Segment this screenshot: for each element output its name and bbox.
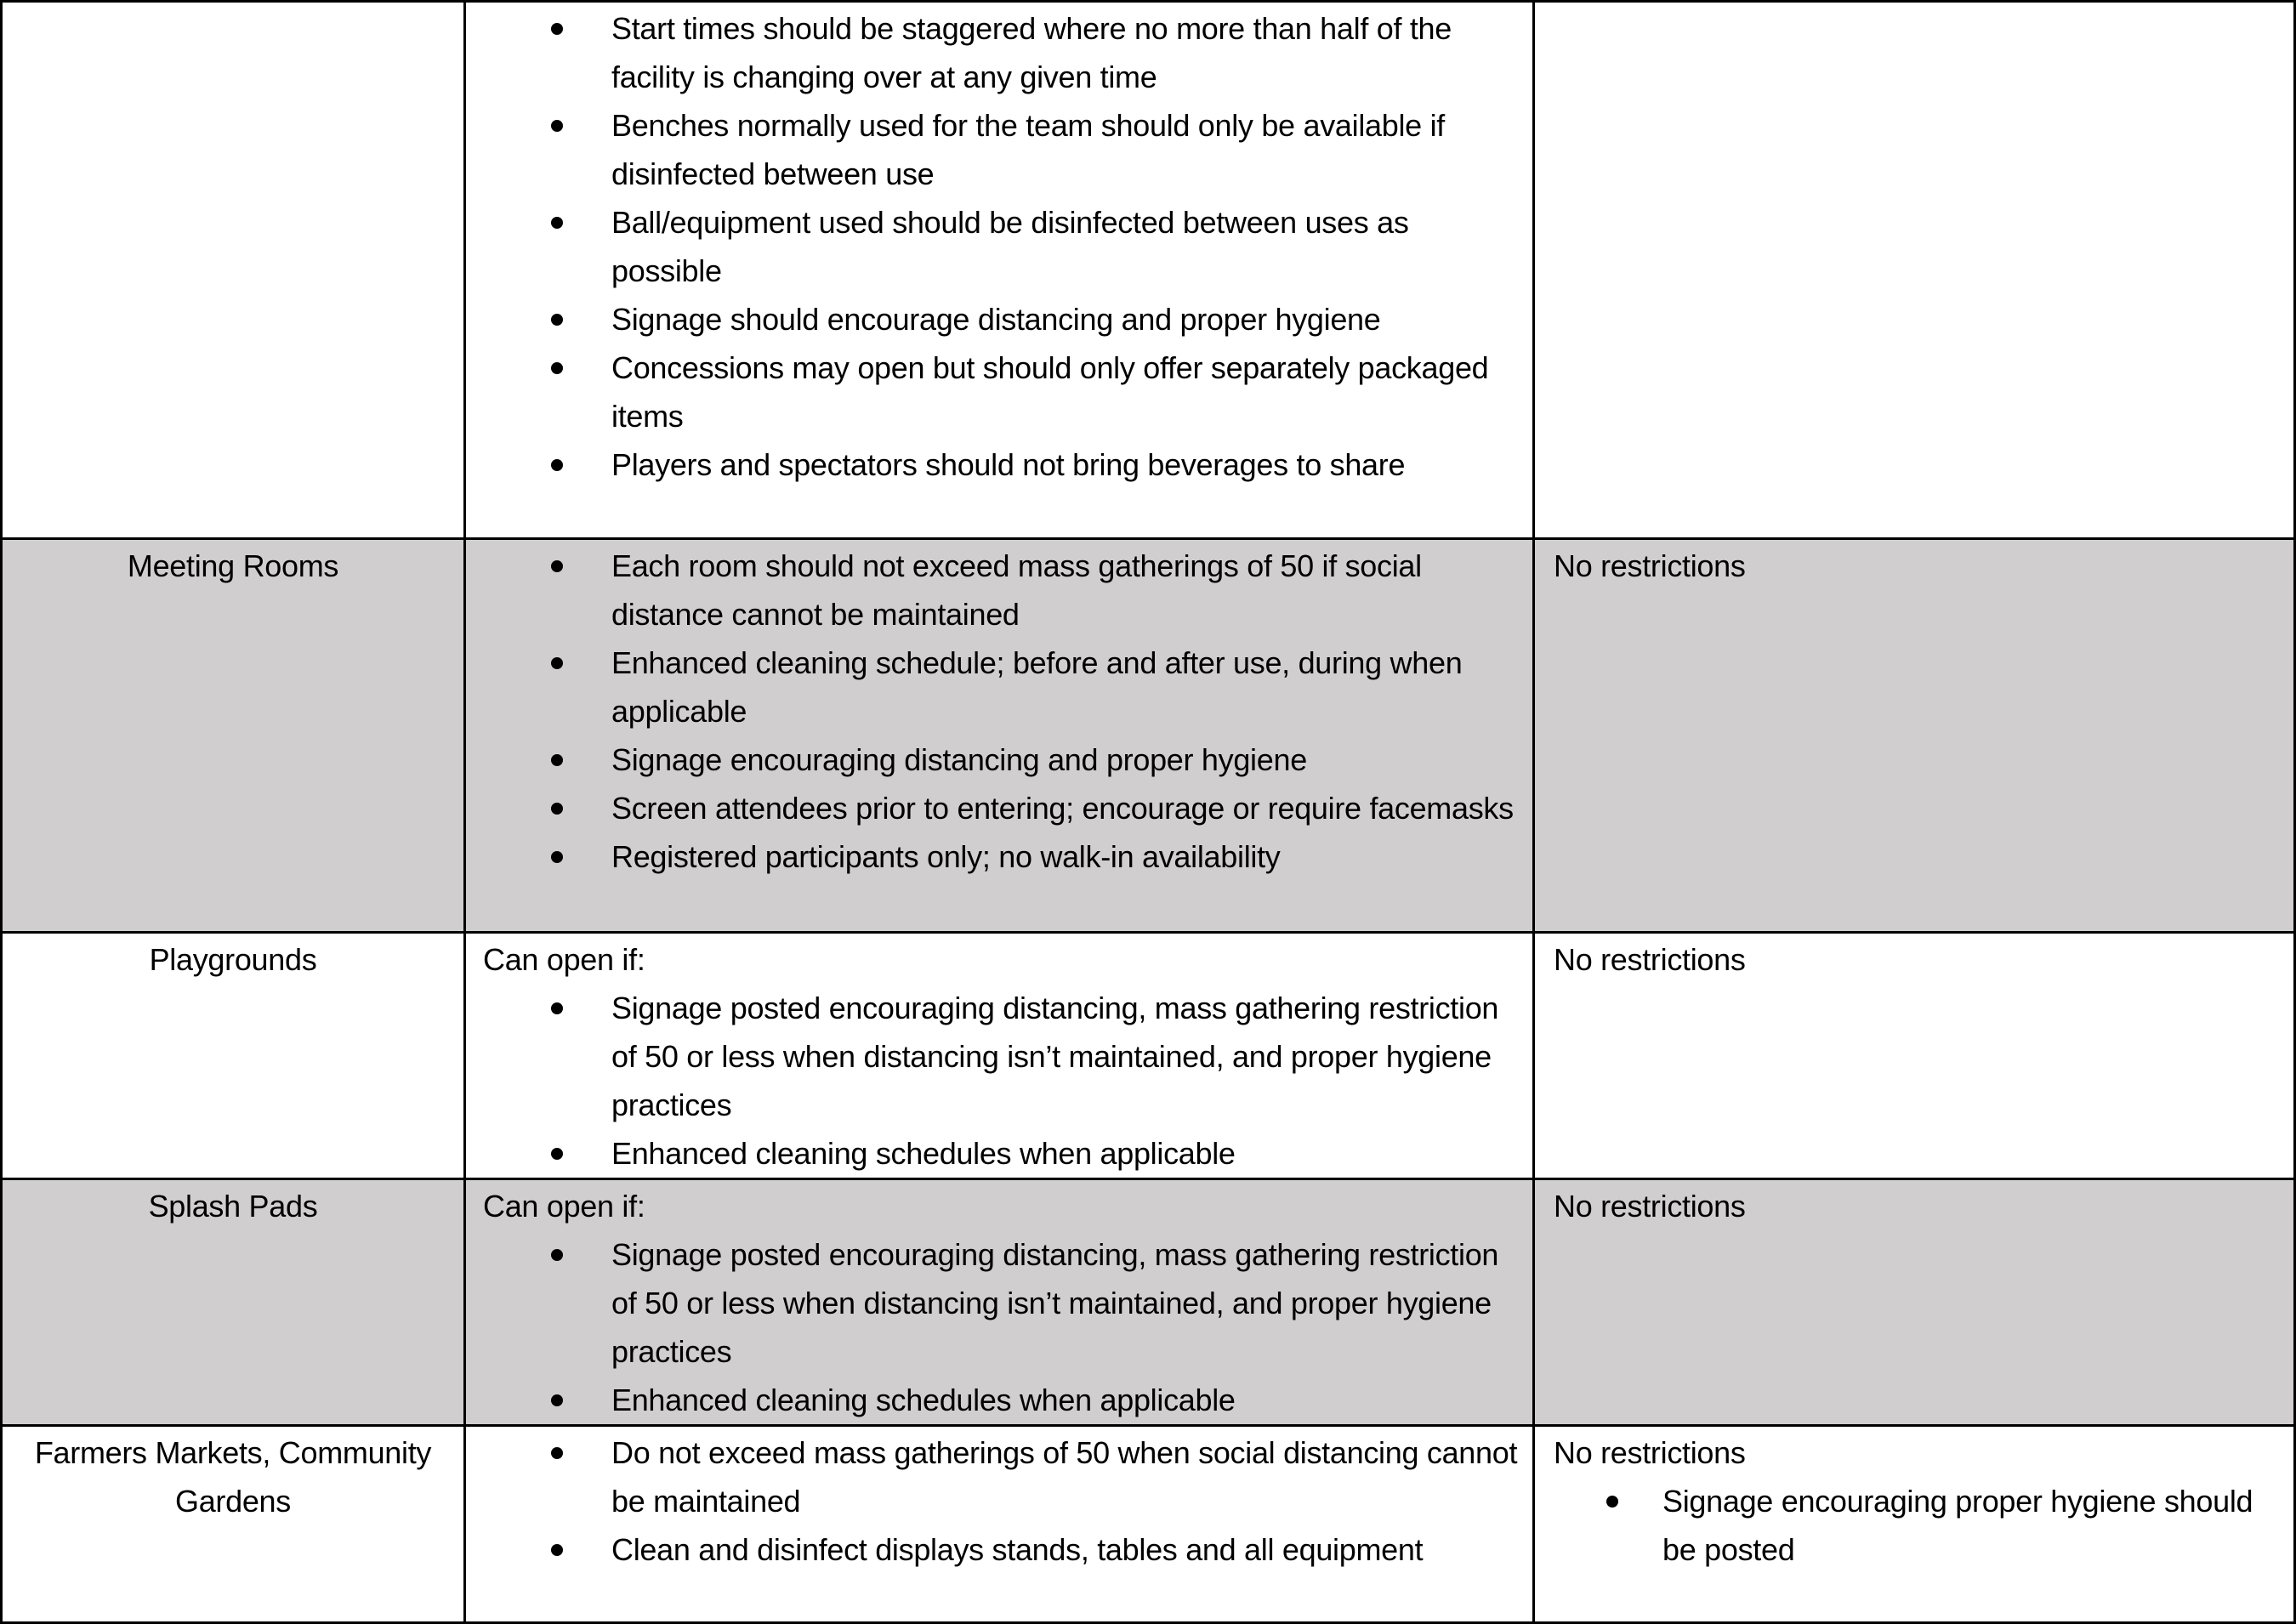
list-item: Start times should be staggered where no more than half of the facility is changing over at any given time <box>466 4 1532 101</box>
guidance-cell <box>465 2 1534 539</box>
list-item: Each room should not exceed mass gatherings of 50 if social distance cannot be maintained <box>466 542 1532 639</box>
list-item: Enhanced cleaning schedules when applicable <box>466 1129 1532 1178</box>
list-item: Signage encouraging distancing and proper hygiene <box>466 735 1532 784</box>
facility-cell: Playgrounds <box>2 933 465 1179</box>
list-item: Ball/equipment used should be disinfected between uses as possible <box>466 198 1532 295</box>
table-row <box>2 933 2295 1179</box>
guidance-intro: Can open if: <box>483 1189 645 1224</box>
next-phase-cell <box>1534 539 2295 933</box>
guidance-list <box>466 1230 1532 1424</box>
next-phase-text: No restrictions <box>1554 1189 1746 1224</box>
guidance-list <box>466 984 1532 1178</box>
next-phase-cell <box>1534 2 2295 539</box>
list-item: Do not exceed mass gatherings of 50 when social distancing cannot be maintained <box>466 1428 1532 1525</box>
table-row <box>2 539 2295 933</box>
next-phase-text: No restrictions <box>1554 942 1746 977</box>
facility-cell: Meeting Rooms <box>2 539 465 933</box>
list-item: Benches normally used for the team should only be available if disinfected between use <box>466 101 1532 198</box>
table-row <box>2 2 2295 539</box>
next-phase-text: No restrictions <box>1554 1435 1746 1470</box>
list-item: Signage should encourage distancing and proper hygiene <box>466 295 1532 344</box>
list-item: Enhanced cleaning schedules when applicable <box>466 1376 1532 1424</box>
next-phase-cell <box>1534 1426 2295 1623</box>
guidance-list <box>466 1428 1532 1574</box>
guidance-list <box>466 542 1532 881</box>
next-phase-list <box>1535 1477 2293 1574</box>
guidance-cell <box>465 933 1534 1179</box>
list-item: Enhanced cleaning schedule; before and after use, during when applicable <box>466 639 1532 735</box>
list-item: Clean and disinfect displays stands, tables and all equipment <box>466 1525 1532 1574</box>
facility-cell <box>2 2 465 539</box>
list-item: Signage posted encouraging distancing, mass gathering restriction of 50 or less when distancing isn’t maintained, and proper hygiene practices <box>466 984 1532 1129</box>
list-item: Signage posted encouraging distancing, mass gathering restriction of 50 or less when distancing isn’t maintained, and proper hygiene practices <box>466 1230 1532 1376</box>
next-phase-cell <box>1534 933 2295 1179</box>
facility-cell: Splash Pads <box>2 1179 465 1426</box>
list-item: Players and spectators should not bring beverages to share <box>466 440 1532 489</box>
guidance-cell <box>465 539 1534 933</box>
table-row <box>2 1426 2295 1623</box>
next-phase-text: No restrictions <box>1554 548 1746 583</box>
guidance-intro: Can open if: <box>483 942 645 977</box>
next-phase-cell <box>1534 1179 2295 1426</box>
list-item: Concessions may open but should only offer separately packaged items <box>466 344 1532 440</box>
guidance-cell <box>465 1179 1534 1426</box>
list-item: Signage encouraging proper hygiene should be posted <box>1535 1477 2293 1574</box>
list-item: Screen attendees prior to entering; encourage or require facemasks <box>466 784 1532 832</box>
table-row <box>2 1179 2295 1426</box>
guidance-list <box>466 4 1532 489</box>
facility-cell: Farmers Markets, Community Gardens <box>2 1426 465 1623</box>
list-item: Registered participants only; no walk-in availability <box>466 832 1532 881</box>
guidance-cell <box>465 1426 1534 1623</box>
